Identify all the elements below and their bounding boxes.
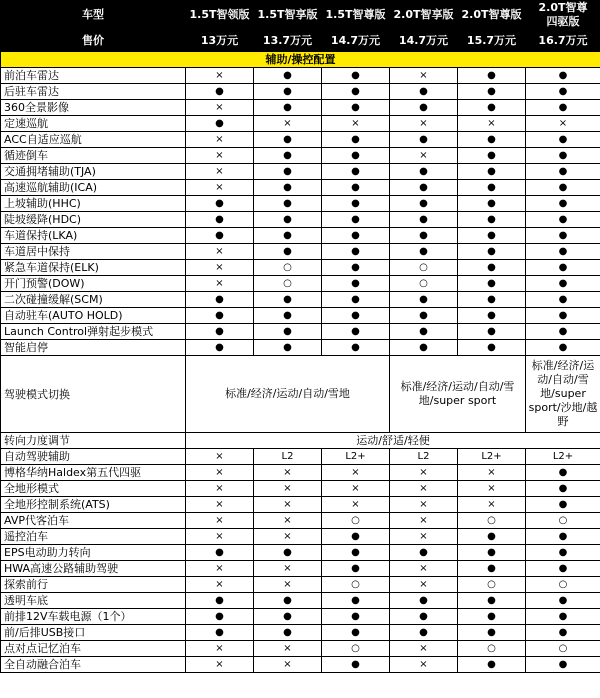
- feature-value: ●: [390, 84, 458, 100]
- feature-value: ●: [526, 529, 600, 545]
- feature-value: ●: [526, 148, 600, 164]
- feature-value: ○: [458, 641, 526, 657]
- feature-value: ●: [526, 228, 600, 244]
- drive-mode-label: 驾驶模式切换: [1, 356, 186, 433]
- table-row: [1, 132, 600, 148]
- feature-value: ×: [186, 481, 254, 497]
- feature-value: ×: [526, 116, 600, 132]
- feature-label: 博格华纳Haldex第五代四驱: [1, 465, 186, 481]
- trim-price: 13.7万元: [254, 30, 322, 52]
- feature-value: ●: [390, 100, 458, 116]
- feature-value: ●: [458, 212, 526, 228]
- feature-value: ×: [186, 68, 254, 84]
- feature-value: ●: [458, 164, 526, 180]
- feature-value: ●: [526, 164, 600, 180]
- feature-label: 点对点记忆泊车: [1, 641, 186, 657]
- feature-value: ●: [254, 593, 322, 609]
- feature-value: ●: [322, 228, 390, 244]
- feature-value: ●: [458, 180, 526, 196]
- feature-value: ●: [322, 308, 390, 324]
- table-row: [1, 561, 600, 577]
- feature-value: ●: [458, 657, 526, 673]
- trim-name: 1.5T智享版: [254, 1, 322, 30]
- feature-value: ●: [458, 308, 526, 324]
- drive-mode-2-0t: 标准/经济/运动/自动/雪地/super sport: [390, 356, 526, 433]
- feature-value: ●: [322, 292, 390, 308]
- feature-value: ×: [186, 449, 254, 465]
- feature-value: ×: [390, 497, 458, 513]
- feature-value: ×: [254, 577, 322, 593]
- feature-value: ●: [322, 196, 390, 212]
- feature-label: 探索前行: [1, 577, 186, 593]
- feature-value: ●: [390, 180, 458, 196]
- table-row: [1, 593, 600, 609]
- feature-label: 全地形控制系统(ATS): [1, 497, 186, 513]
- table-row: [1, 529, 600, 545]
- feature-value: ●: [458, 609, 526, 625]
- feature-value: ●: [526, 132, 600, 148]
- feature-label: HWA高速公路辅助驾驶: [1, 561, 186, 577]
- feature-value: ×: [254, 561, 322, 577]
- feature-value: ●: [458, 276, 526, 292]
- feature-value: ●: [458, 148, 526, 164]
- trim-price: 14.7万元: [390, 30, 458, 52]
- feature-label: 紧急车道保持(ELK): [1, 260, 186, 276]
- feature-value: ●: [390, 228, 458, 244]
- table-row: [1, 84, 600, 100]
- feature-value: ●: [526, 465, 600, 481]
- feature-value: ●: [322, 561, 390, 577]
- feature-value: ●: [322, 324, 390, 340]
- feature-label: 自动驻车(AUTO HOLD): [1, 308, 186, 324]
- feature-value: ●: [186, 228, 254, 244]
- drive-mode-1-5t: 标准/经济/运动/自动/雪地: [186, 356, 390, 433]
- table-row: [1, 481, 600, 497]
- feature-label: 车道居中保持: [1, 244, 186, 260]
- feature-value: ●: [458, 529, 526, 545]
- feature-value: ●: [186, 324, 254, 340]
- feature-label: 循迹倒车: [1, 148, 186, 164]
- feature-label: 透明车底: [1, 593, 186, 609]
- feature-value: ●: [186, 84, 254, 100]
- feature-value: ×: [390, 513, 458, 529]
- feature-value: ●: [186, 116, 254, 132]
- table-row: [1, 196, 600, 212]
- feature-value: ●: [526, 212, 600, 228]
- trim-name: 1.5T智尊版: [322, 1, 390, 30]
- table-row: [1, 180, 600, 196]
- trim-name: 2.0T智尊 四驱版: [526, 1, 600, 30]
- feature-value: L2+: [526, 449, 600, 465]
- feature-value: ×: [254, 657, 322, 673]
- feature-value: ●: [390, 625, 458, 641]
- feature-value: ●: [458, 68, 526, 84]
- feature-value: ×: [458, 481, 526, 497]
- feature-value: ●: [322, 244, 390, 260]
- feature-value: ●: [458, 545, 526, 561]
- feature-value: ×: [390, 116, 458, 132]
- feature-value: ×: [458, 116, 526, 132]
- feature-value: ●: [322, 84, 390, 100]
- feature-label: EPS电动助力转向: [1, 545, 186, 561]
- table-row: [1, 276, 600, 292]
- feature-label: 前排12V车载电源（1个）: [1, 609, 186, 625]
- feature-value: ●: [322, 625, 390, 641]
- feature-value: ×: [186, 513, 254, 529]
- feature-value: ●: [254, 228, 322, 244]
- feature-value: ×: [322, 116, 390, 132]
- trim-price: 14.7万元: [322, 30, 390, 52]
- feature-value: ●: [254, 68, 322, 84]
- feature-value: ●: [526, 100, 600, 116]
- trim-name: 2.0T智尊版: [458, 1, 526, 30]
- table-row: [1, 308, 600, 324]
- trim-name: 2.0T智享版: [390, 1, 458, 30]
- feature-label: 交通拥堵辅助(TJA): [1, 164, 186, 180]
- feature-value: ○: [526, 577, 600, 593]
- header-price-label: 售价: [1, 30, 186, 52]
- feature-label: 前泊车雷达: [1, 68, 186, 84]
- feature-value: ●: [390, 324, 458, 340]
- feature-value: ×: [186, 561, 254, 577]
- feature-value: ×: [254, 513, 322, 529]
- trim-price: 13万元: [186, 30, 254, 52]
- header-model-label: 车型: [1, 1, 186, 30]
- feature-value: ●: [390, 340, 458, 356]
- feature-value: ●: [390, 196, 458, 212]
- feature-value: ●: [458, 324, 526, 340]
- feature-value: ×: [254, 641, 322, 657]
- feature-value: ●: [458, 340, 526, 356]
- feature-value: ×: [186, 497, 254, 513]
- feature-value: ●: [322, 100, 390, 116]
- feature-value: ○: [526, 513, 600, 529]
- table-row: [1, 212, 600, 228]
- feature-value: L2: [254, 449, 322, 465]
- feature-value: ●: [322, 132, 390, 148]
- feature-value: ●: [186, 609, 254, 625]
- feature-value: ×: [390, 577, 458, 593]
- feature-label: 前/后排USB接口: [1, 625, 186, 641]
- feature-value: ×: [254, 529, 322, 545]
- table-row: [1, 260, 600, 276]
- feature-value: ●: [390, 164, 458, 180]
- feature-value: ×: [186, 641, 254, 657]
- table-row: [1, 449, 600, 465]
- feature-label: ACC自适应巡航: [1, 132, 186, 148]
- table-row: [1, 100, 600, 116]
- feature-value: ●: [458, 228, 526, 244]
- feature-value: ●: [458, 625, 526, 641]
- table-row: [1, 497, 600, 513]
- feature-value: ●: [186, 212, 254, 228]
- feature-label: 自动驾驶辅助: [1, 449, 186, 465]
- feature-value: ○: [254, 260, 322, 276]
- section-header-row: [1, 52, 600, 68]
- feature-value: ●: [254, 196, 322, 212]
- table-row: [1, 657, 600, 673]
- feature-value: ×: [186, 132, 254, 148]
- feature-value: ●: [526, 481, 600, 497]
- feature-value: ×: [186, 100, 254, 116]
- table-row: [1, 609, 600, 625]
- feature-value: ×: [186, 657, 254, 673]
- feature-value: ●: [322, 593, 390, 609]
- table-row: [1, 340, 600, 356]
- feature-value: ●: [458, 561, 526, 577]
- feature-value: ●: [526, 196, 600, 212]
- table-row: [1, 292, 600, 308]
- table-row: [1, 148, 600, 164]
- table-row: [1, 116, 600, 132]
- feature-value: L2: [390, 449, 458, 465]
- feature-value: ×: [390, 641, 458, 657]
- feature-value: ●: [254, 609, 322, 625]
- feature-value: ×: [458, 497, 526, 513]
- feature-value: ×: [390, 481, 458, 497]
- feature-value: ○: [458, 513, 526, 529]
- feature-value: ×: [186, 164, 254, 180]
- feature-value: ●: [526, 84, 600, 100]
- feature-value: ●: [254, 84, 322, 100]
- drive-mode-2-0t-4wd: 标准/经济/运动/自动/雪地/super sport/沙地/越野: [526, 356, 600, 433]
- table-row: [1, 68, 600, 84]
- feature-value: ○: [254, 276, 322, 292]
- feature-label: 上坡辅助(HHC): [1, 196, 186, 212]
- feature-value: ×: [186, 180, 254, 196]
- feature-value: ●: [186, 308, 254, 324]
- feature-value: ●: [322, 212, 390, 228]
- feature-value: ×: [458, 465, 526, 481]
- table-row: [1, 324, 600, 340]
- feature-value: ○: [322, 641, 390, 657]
- feature-value: ×: [390, 465, 458, 481]
- feature-value: ○: [390, 260, 458, 276]
- feature-value: ●: [322, 68, 390, 84]
- feature-value: ●: [526, 593, 600, 609]
- feature-value: ●: [254, 244, 322, 260]
- feature-value: ×: [254, 116, 322, 132]
- feature-label: 车道保持(LKA): [1, 228, 186, 244]
- feature-value: ×: [322, 497, 390, 513]
- feature-value: ●: [458, 84, 526, 100]
- table-row: [1, 513, 600, 529]
- feature-label: 开门预警(DOW): [1, 276, 186, 292]
- feature-value: ●: [526, 545, 600, 561]
- feature-value: ●: [322, 340, 390, 356]
- feature-value: ●: [254, 148, 322, 164]
- feature-label: Launch Control弹射起步模式: [1, 324, 186, 340]
- feature-value: ●: [322, 529, 390, 545]
- feature-label: 陡坡缓降(HDC): [1, 212, 186, 228]
- feature-label: 二次碰撞缓解(SCM): [1, 292, 186, 308]
- feature-value: ●: [526, 260, 600, 276]
- feature-value: ●: [526, 497, 600, 513]
- trim-price: 15.7万元: [458, 30, 526, 52]
- feature-value: ●: [254, 132, 322, 148]
- feature-value: ●: [390, 132, 458, 148]
- feature-value: ●: [254, 100, 322, 116]
- table-row: [1, 545, 600, 561]
- feature-value: ●: [254, 292, 322, 308]
- feature-value: ●: [322, 276, 390, 292]
- feature-value: ●: [254, 340, 322, 356]
- feature-value: ●: [526, 292, 600, 308]
- feature-value: ●: [458, 260, 526, 276]
- feature-value: ●: [526, 68, 600, 84]
- feature-value: ×: [254, 465, 322, 481]
- table-row: [1, 244, 600, 260]
- table-row: [1, 164, 600, 180]
- feature-value: ×: [254, 497, 322, 513]
- feature-value: ●: [254, 308, 322, 324]
- feature-value: ●: [526, 657, 600, 673]
- feature-value: ●: [322, 148, 390, 164]
- feature-value: ×: [322, 465, 390, 481]
- feature-value: ○: [322, 513, 390, 529]
- header-row-model: [1, 1, 600, 30]
- feature-value: ●: [458, 244, 526, 260]
- feature-value: ●: [254, 212, 322, 228]
- feature-label: 全地形模式: [1, 481, 186, 497]
- feature-value: ●: [254, 324, 322, 340]
- feature-value: ●: [322, 657, 390, 673]
- feature-value: ●: [322, 260, 390, 276]
- feature-value: ×: [390, 561, 458, 577]
- trim-price: 16.7万元: [526, 30, 600, 52]
- feature-value: L2+: [458, 449, 526, 465]
- feature-value: ●: [322, 545, 390, 561]
- feature-value: ●: [390, 609, 458, 625]
- feature-value: ●: [254, 625, 322, 641]
- feature-value: ●: [526, 276, 600, 292]
- feature-label: AVP代客泊车: [1, 513, 186, 529]
- feature-value: ●: [390, 212, 458, 228]
- feature-value: ●: [526, 625, 600, 641]
- table-row: [1, 228, 600, 244]
- feature-value: ×: [186, 148, 254, 164]
- feature-value: ●: [186, 196, 254, 212]
- feature-value: ●: [390, 593, 458, 609]
- feature-value: ×: [390, 529, 458, 545]
- table-row: [1, 625, 600, 641]
- feature-value: ●: [526, 180, 600, 196]
- table-row: [1, 577, 600, 593]
- feature-value: ●: [458, 100, 526, 116]
- feature-value: ×: [186, 577, 254, 593]
- trim-name: 1.5T智领版: [186, 1, 254, 30]
- feature-value: L2+: [322, 449, 390, 465]
- feature-label: 全自动融合泊车: [1, 657, 186, 673]
- feature-value: ×: [390, 148, 458, 164]
- feature-value: ●: [458, 292, 526, 308]
- steering-row: [1, 433, 600, 449]
- feature-value: ●: [526, 340, 600, 356]
- feature-value: ●: [526, 324, 600, 340]
- feature-value: ×: [390, 657, 458, 673]
- feature-value: ●: [390, 308, 458, 324]
- feature-label: 定速巡航: [1, 116, 186, 132]
- feature-value: ●: [390, 292, 458, 308]
- feature-value: ●: [322, 609, 390, 625]
- section-title: 辅助/操控配置: [1, 52, 600, 68]
- feature-value: ●: [186, 545, 254, 561]
- feature-value: ●: [186, 593, 254, 609]
- feature-value: ○: [390, 276, 458, 292]
- feature-value: ●: [526, 561, 600, 577]
- feature-value: ●: [186, 292, 254, 308]
- feature-label: 高速巡航辅助(ICA): [1, 180, 186, 196]
- feature-value: ●: [254, 164, 322, 180]
- feature-value: ×: [254, 481, 322, 497]
- feature-value: ×: [186, 529, 254, 545]
- table-row: [1, 465, 600, 481]
- feature-value: ○: [526, 641, 600, 657]
- feature-label: 遥控泊车: [1, 529, 186, 545]
- feature-value: ×: [186, 260, 254, 276]
- header-row-price: [1, 30, 600, 52]
- feature-value: ●: [390, 244, 458, 260]
- feature-value: ×: [322, 481, 390, 497]
- steering-label: 转向力度调节: [1, 433, 186, 449]
- feature-value: ●: [390, 545, 458, 561]
- steering-value: 运动/舒适/轻便: [186, 433, 600, 449]
- feature-value: ●: [526, 308, 600, 324]
- feature-value: ○: [458, 577, 526, 593]
- feature-value: ●: [186, 625, 254, 641]
- feature-value: ×: [186, 465, 254, 481]
- feature-value: ●: [526, 244, 600, 260]
- feature-value: ●: [186, 340, 254, 356]
- feature-value: ●: [322, 180, 390, 196]
- feature-label: 智能启停: [1, 340, 186, 356]
- feature-value: ●: [458, 196, 526, 212]
- feature-value: ×: [390, 68, 458, 84]
- feature-label: 后驻车雷达: [1, 84, 186, 100]
- feature-label: 360全景影像: [1, 100, 186, 116]
- feature-value: ×: [186, 244, 254, 260]
- feature-value: ●: [254, 545, 322, 561]
- feature-value: ●: [322, 164, 390, 180]
- table-row: [1, 641, 600, 657]
- feature-value: ×: [186, 276, 254, 292]
- feature-value: ●: [458, 593, 526, 609]
- feature-value: ●: [526, 609, 600, 625]
- feature-value: ●: [254, 180, 322, 196]
- feature-value: ○: [322, 577, 390, 593]
- drive-mode-row: [1, 356, 600, 433]
- feature-value: ●: [458, 132, 526, 148]
